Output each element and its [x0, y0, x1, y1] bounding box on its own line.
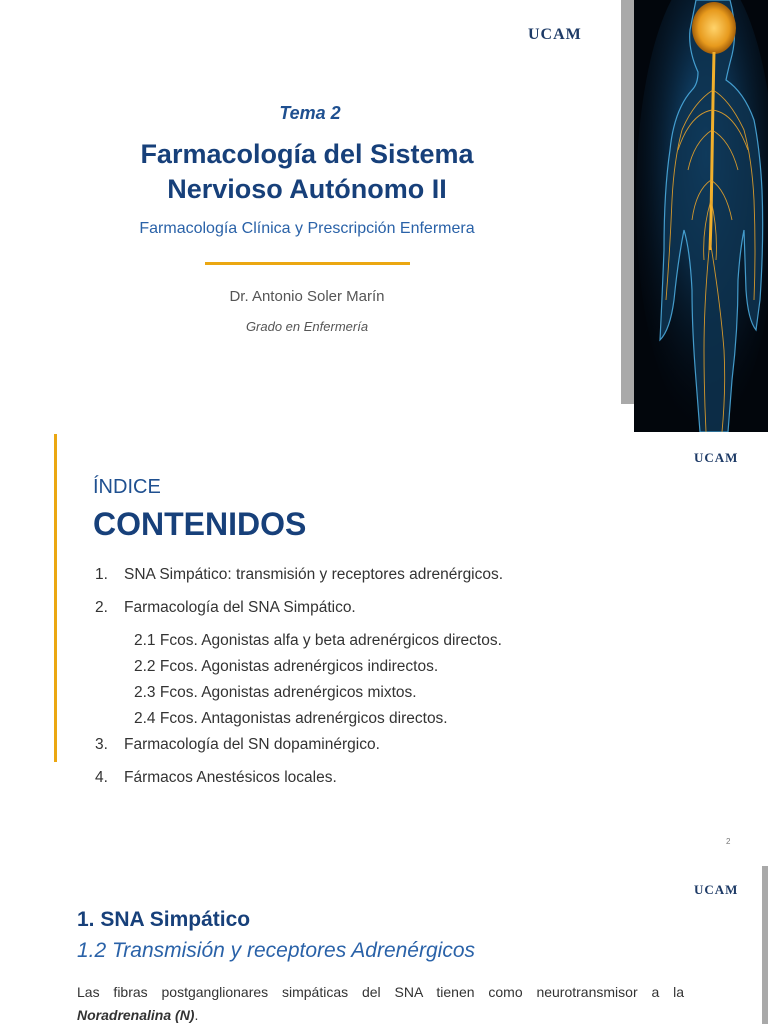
- section-body: [77, 981, 684, 1024]
- section-subheading: 1.2 Transmisión y receptores Adrenérgicos: [77, 939, 476, 962]
- list-item: 2. Farmacología del SNA Simpático.: [95, 599, 356, 616]
- body-line: Las fibras postganglionares simpáticas del SNA tienen como neurotransmisor a la: [77, 984, 684, 1000]
- list-item-sub: 2.1 Fcos. Agonistas alfa y beta adrenérgicos directos.: [134, 632, 502, 649]
- cover-subtitle: Farmacología Clínica y Prescripción Enfermera: [139, 220, 475, 237]
- cover-title-line-2: Nervioso Autónomo II: [167, 174, 447, 204]
- cover-title-line-1: Farmacología del Sistema: [140, 139, 474, 169]
- body-end: .: [194, 1007, 199, 1023]
- nervous-system-illustration: [634, 0, 768, 432]
- cover-title: [0, 137, 614, 207]
- list-item-sub: 2.3 Fcos. Agonistas adrenérgicos mixtos.: [134, 684, 417, 701]
- list-item-sub: 2.2 Fcos. Agonistas adrenérgicos indirectos.: [134, 658, 439, 675]
- section-slide: [0, 864, 768, 1024]
- author-name: Dr. Antonio Soler Marín: [229, 288, 385, 305]
- list-item-sub: 2.4 Fcos. Antagonistas adrenérgicos directos.: [134, 710, 448, 727]
- body-bold-term: Noradrenalina (N): [77, 1007, 195, 1023]
- cover-slide: [0, 0, 768, 432]
- ucam-logo: UCAM: [528, 26, 582, 43]
- side-grey-bar: [762, 866, 768, 1024]
- accent-divider: [205, 262, 410, 265]
- side-grey-bar: [621, 0, 634, 404]
- topic-label: Tema 2: [279, 103, 341, 123]
- degree-label: Grado en Enfermería: [245, 319, 369, 334]
- list-item: 1. SNA Simpático: transmisión y receptores adrenérgicos.: [95, 566, 504, 583]
- page-number: 2: [726, 837, 731, 846]
- index-label: ÍNDICE: [93, 476, 161, 498]
- ucam-logo: UCAM: [694, 450, 739, 465]
- list-item: 4. Fármacos Anestésicos locales.: [95, 769, 337, 786]
- list-item: 3. Farmacología del SN dopaminérgico.: [95, 736, 380, 753]
- ucam-logo: UCAM: [694, 882, 739, 897]
- index-heading: CONTENIDOS: [93, 506, 307, 542]
- accent-bar: [54, 434, 57, 762]
- index-slide: [0, 432, 768, 864]
- section-heading: 1. SNA Simpático: [77, 908, 251, 931]
